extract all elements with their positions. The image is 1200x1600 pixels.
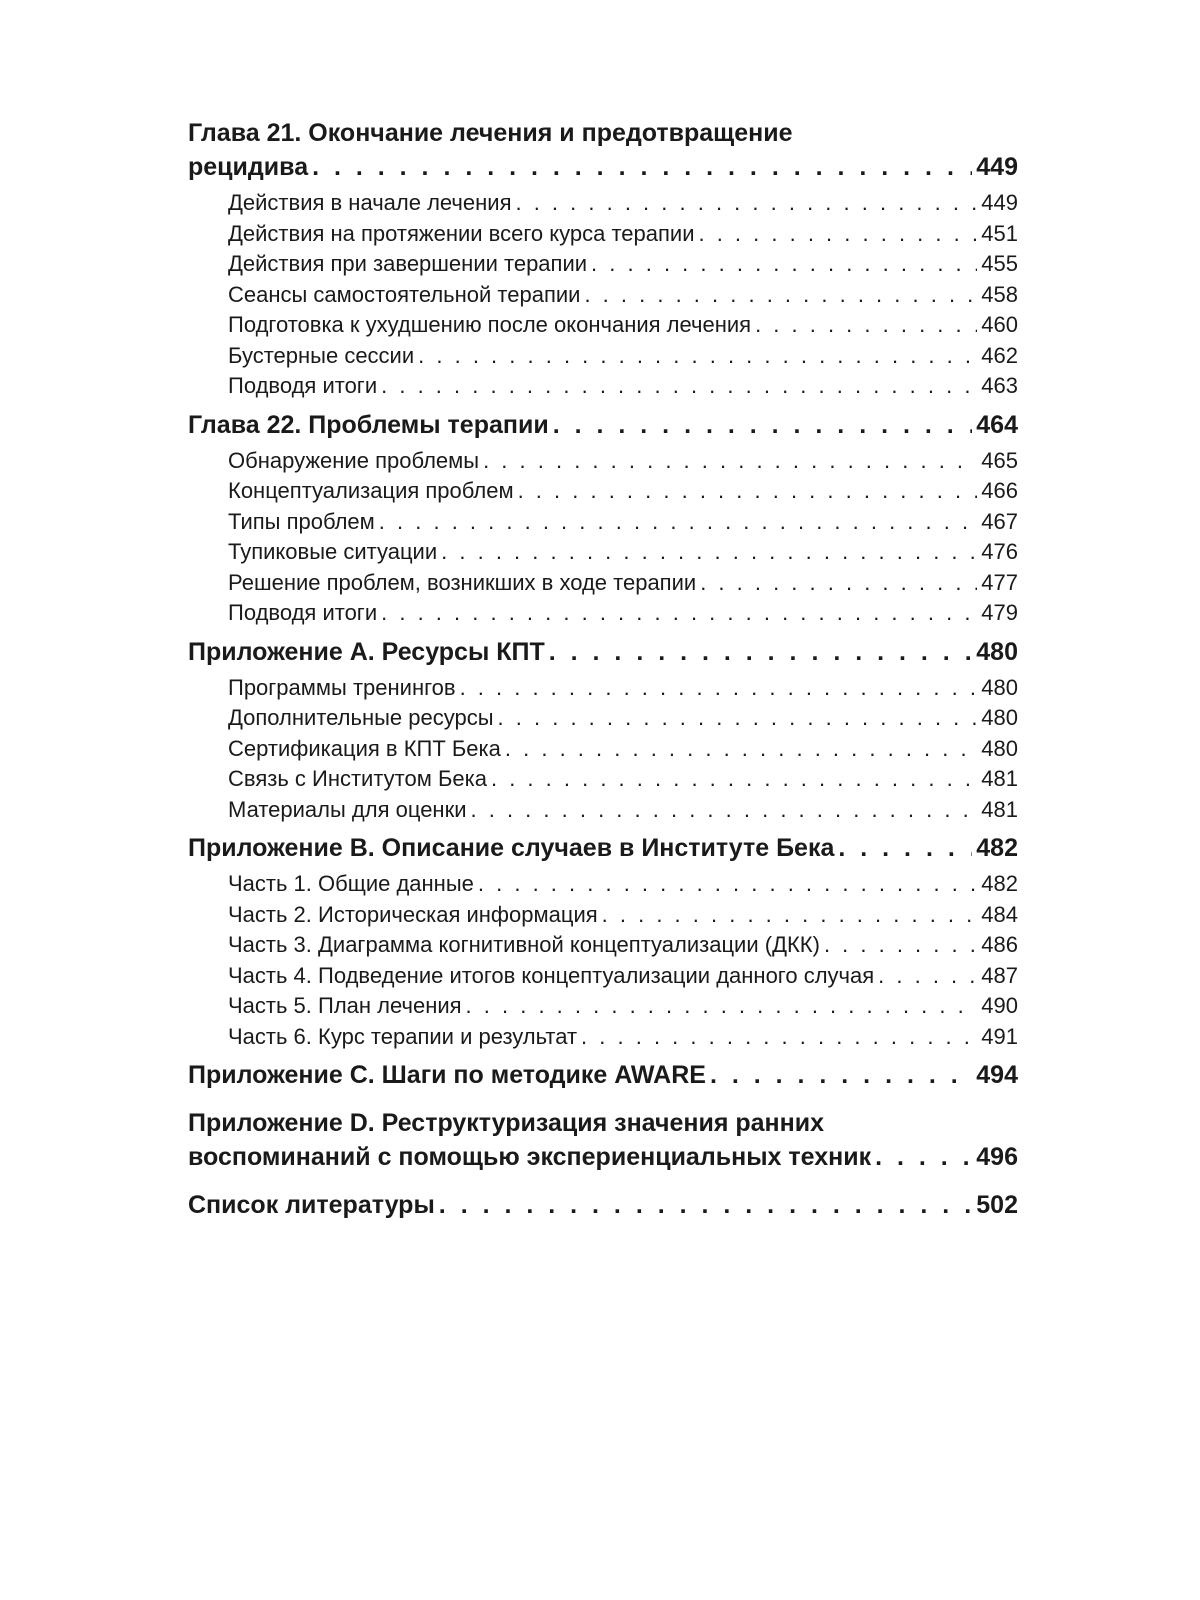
chapter-page-number: 496 (976, 1143, 1018, 1171)
chapter-title: Приложение В. Описание случаев в Институте Бека (188, 834, 835, 862)
section-page-number: 467 (981, 508, 1018, 534)
section-title: Действия в начале лечения (228, 190, 512, 215)
dot-leader (838, 831, 972, 865)
section-page-number: 480 (981, 674, 1018, 700)
section-title: Обнаружение проблемы (228, 447, 480, 473)
toc-section-entry[interactable] (228, 310, 1018, 341)
dot-leader (439, 1188, 972, 1222)
dot-leader (518, 476, 978, 507)
section-title: Часть 2. Историческая информация (228, 901, 598, 927)
section-title: Сертификация в КПТ Бека (228, 735, 501, 761)
chapter-page-number: 464 (976, 410, 1018, 439)
section-title: Сеансы самостоятельной терапии (228, 281, 581, 307)
section-page-number: 449 (981, 190, 1018, 215)
dot-leader (505, 734, 977, 765)
dot-leader (824, 930, 977, 961)
dot-leader (553, 408, 973, 442)
chapter-title: Список литературы (188, 1191, 435, 1219)
section-title: Подготовка к ухудшению после окончания лечения (228, 312, 752, 337)
chapter-heading[interactable] (188, 1188, 1018, 1222)
dot-leader (483, 446, 977, 477)
section-list (228, 188, 1018, 402)
section-title: Подводя итоги (228, 373, 378, 398)
dot-leader (755, 310, 977, 341)
section-page-number: 490 (981, 993, 1018, 1018)
section-title: Тупиковые ситуации (228, 539, 438, 564)
section-page-number: 481 (981, 766, 1018, 791)
toc-section-entry[interactable] (228, 476, 1018, 507)
chapter-title-line-1: Глава 21. Окончание лечения и предотвращение (188, 119, 793, 147)
chapter-title: Приложение С. Шаги по методике AWARE (188, 1061, 706, 1089)
toc-section-entry[interactable] (228, 1022, 1018, 1053)
dot-leader (460, 673, 978, 704)
section-title: Действия на протяжении всего курса терапии (228, 220, 695, 246)
toc-section-entry[interactable] (228, 188, 1018, 219)
dot-leader (591, 249, 977, 280)
section-page-number: 451 (981, 220, 1018, 246)
toc-section-entry[interactable] (228, 537, 1018, 568)
toc-section-entry[interactable] (228, 961, 1018, 992)
section-title: Часть 6. Курс терапии и результат (228, 1023, 578, 1049)
table-of-contents (188, 116, 1018, 1222)
section-page-number: 462 (981, 342, 1018, 368)
chapter-heading[interactable] (188, 1058, 1018, 1092)
section-title: Связь с Институтом Бека (228, 766, 487, 791)
dot-leader (418, 341, 977, 372)
section-page-number: 491 (981, 1023, 1018, 1049)
toc-section-entry[interactable] (228, 446, 1018, 477)
toc-section-entry[interactable] (228, 991, 1018, 1022)
dot-leader (581, 1022, 977, 1053)
chapter-heading[interactable] (188, 408, 1018, 442)
toc-section-entry[interactable] (228, 280, 1018, 311)
section-title: Действия при завершении терапии (228, 251, 588, 276)
chapter-page-number: 494 (976, 1061, 1018, 1089)
section-page-number: 484 (981, 901, 1018, 927)
chapter-heading[interactable] (188, 1106, 1018, 1174)
section-list (228, 673, 1018, 826)
chapter-heading[interactable] (188, 116, 1018, 184)
chapter-page-number: 502 (976, 1191, 1018, 1219)
section-page-number: 486 (981, 932, 1018, 957)
section-title: Часть 1. Общие данные (228, 871, 474, 896)
section-title: Концептуализация проблем (228, 478, 514, 503)
section-page-number: 465 (981, 447, 1018, 473)
toc-section-entry[interactable] (228, 673, 1018, 704)
toc-appendix-c (188, 1058, 1018, 1092)
section-list (228, 446, 1018, 629)
dot-leader (878, 961, 977, 992)
toc-section-entry[interactable] (228, 219, 1018, 250)
section-page-number: 479 (981, 600, 1018, 625)
toc-bibliography (188, 1188, 1018, 1222)
section-page-number: 476 (981, 539, 1018, 564)
section-title: Решение проблем, возникших в ходе терапии (228, 569, 697, 595)
toc-section-entry[interactable] (228, 598, 1018, 629)
section-page-number: 458 (981, 281, 1018, 307)
dot-leader (515, 188, 977, 219)
toc-section-entry[interactable] (228, 249, 1018, 280)
dot-leader (498, 703, 978, 734)
toc-section-entry[interactable] (228, 507, 1018, 538)
toc-section-entry[interactable] (228, 869, 1018, 900)
dot-leader (700, 568, 977, 599)
chapter-title-line-2: рецидива (188, 153, 309, 181)
section-title: Бустерные сессии (228, 342, 415, 368)
section-title: Часть 3. Диаграмма когнитивной концептуализации (ДКК) (228, 932, 820, 957)
dot-leader (710, 1058, 972, 1092)
section-page-number: 480 (981, 705, 1018, 730)
section-title: Материалы для оценки (228, 796, 467, 822)
section-page-number: 466 (981, 478, 1018, 503)
chapter-page-number: 480 (976, 637, 1018, 666)
section-page-number: 481 (981, 796, 1018, 822)
section-list (228, 869, 1018, 1052)
chapter-page-number: 449 (976, 153, 1018, 181)
dot-leader (381, 598, 977, 629)
section-title: Типы проблем (228, 508, 375, 534)
section-page-number: 482 (981, 871, 1018, 896)
section-page-number: 477 (981, 569, 1018, 595)
section-page-number: 480 (981, 735, 1018, 761)
toc-section-entry[interactable] (228, 703, 1018, 734)
toc-section-entry[interactable] (228, 900, 1018, 931)
dot-leader (549, 635, 973, 669)
toc-section-entry[interactable] (228, 734, 1018, 765)
toc-section-entry[interactable] (228, 371, 1018, 402)
chapter-title: Глава 22. Проблемы терапии (188, 410, 549, 439)
chapter-title-line-2: воспоминаний с помощью экспериенциальных техник (188, 1143, 872, 1171)
chapter-heading[interactable] (188, 635, 1018, 669)
toc-section-entry[interactable] (228, 764, 1018, 795)
chapter-heading[interactable] (188, 831, 1018, 865)
dot-leader (584, 280, 977, 311)
section-page-number: 463 (981, 373, 1018, 398)
section-page-number: 487 (981, 962, 1018, 988)
toc-appendix-b (188, 831, 1018, 1052)
chapter-title-line-1: Приложение D. Реструктуризация значения ранних (188, 1109, 825, 1137)
dot-leader (466, 991, 978, 1022)
section-title: Программы тренингов (228, 674, 456, 700)
toc-section-entry[interactable] (228, 568, 1018, 599)
toc-section-entry[interactable] (228, 795, 1018, 826)
section-title: Часть 4. Подведение итогов концептуализации данного случая (228, 962, 875, 988)
dot-leader (602, 900, 978, 931)
dot-leader (381, 371, 977, 402)
dot-leader (441, 537, 977, 568)
section-page-number: 455 (981, 251, 1018, 276)
toc-appendix-d (188, 1106, 1018, 1174)
toc-appendix-a (188, 635, 1018, 826)
dot-leader (478, 869, 977, 900)
dot-leader (875, 1140, 972, 1174)
dot-leader (312, 150, 972, 184)
dot-leader (471, 795, 978, 826)
section-page-number: 460 (981, 312, 1018, 337)
dot-leader (491, 764, 977, 795)
section-title: Часть 5. План лечения (228, 993, 462, 1018)
chapter-title: Приложение А. Ресурсы КПТ (188, 637, 545, 666)
toc-section-entry[interactable] (228, 930, 1018, 961)
dot-leader (698, 219, 977, 250)
section-title: Дополнительные ресурсы (228, 705, 494, 730)
toc-chapter-21 (188, 116, 1018, 402)
section-title: Подводя итоги (228, 600, 378, 625)
dot-leader (379, 507, 977, 538)
toc-section-entry[interactable] (228, 341, 1018, 372)
toc-chapter-22 (188, 408, 1018, 629)
chapter-page-number: 482 (976, 834, 1018, 862)
